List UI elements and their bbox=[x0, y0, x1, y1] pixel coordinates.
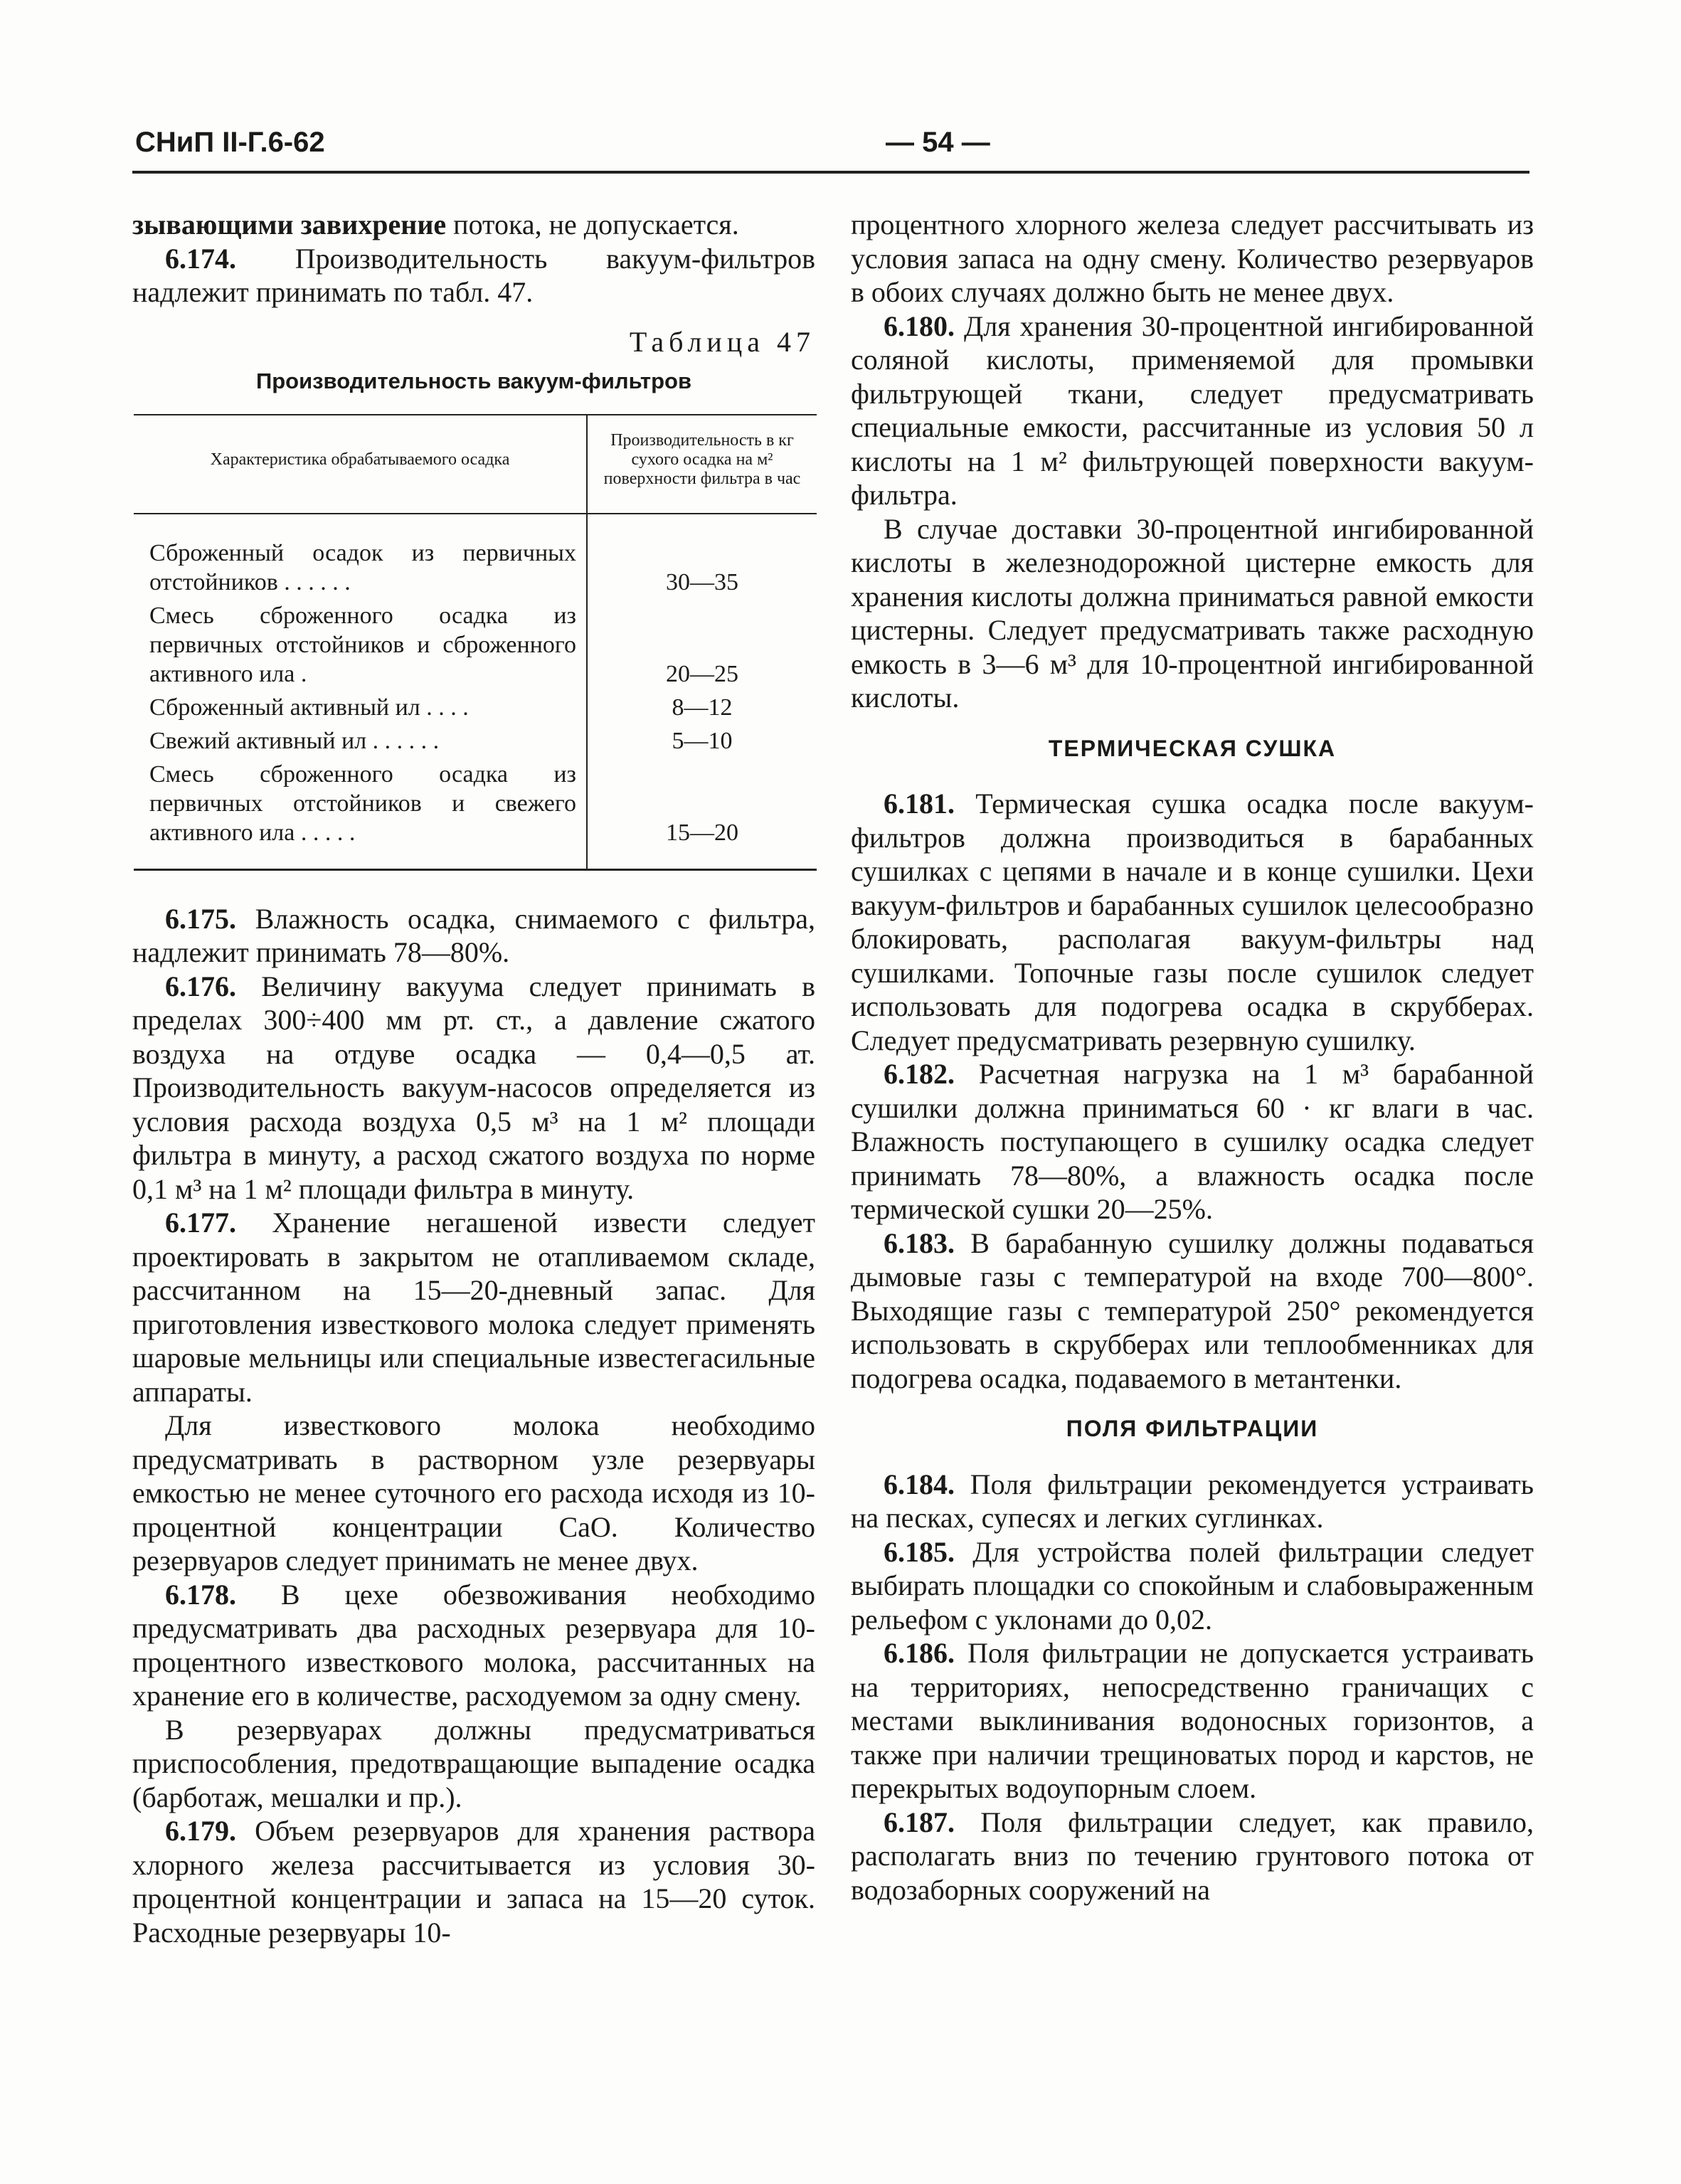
section-heading-thermal-drying: ТЕРМИЧЕСКАЯ СУШКА bbox=[1048, 735, 1337, 761]
paragraph-6-175: 6.175. Влажность осадка, снимаемого с фильтра, надлежит принимать 78—80%. bbox=[132, 902, 816, 968]
paragraph-6-177: 6.177. Хранение негашеной извести следует проектировать в закрытом не отапливаемом складе, рассчитанном на 15—20-дневный запас. Для приготовления известкового молока следует применять шаровые мельницы или специальные известегасильные аппараты. bbox=[132, 1207, 815, 1408]
column-header-performance: Производительность в кг сухого осадка на м² поверхности фильтра в час bbox=[603, 430, 801, 488]
table-row: Сброженный активный ил . . . . 8—12 bbox=[134, 691, 817, 724]
paragraph-continued: зывающими завихрение потока, не допускается. bbox=[132, 208, 739, 240]
paragraph-6-176: 6.176. Величину вакуума следует принимать в пределах 300÷400 мм рт. ст., а давление сжатого воздуха на отдуве осадка — 0,4—0,5 ат. Производительность вакуум-насосов определяется из условия расхода воздуха 0,5 м³ на 1 м² площади фильтра в минуту, а расход сжатого воздуха по норме 0,1 м³ на 1 м² площади фильтра в минуту. bbox=[132, 970, 816, 1205]
table-row: Смесь сброженного осадка из первичных отстойников и свежего активного ила . . . . . 15—20 bbox=[134, 758, 817, 870]
table-label: Таблица 47 bbox=[629, 325, 815, 358]
section-heading-filtration-fields: ПОЛЯ ФИЛЬТРАЦИИ bbox=[1066, 1416, 1319, 1441]
page-number: — 54 — bbox=[886, 127, 990, 158]
paragraph-6-179: 6.179. Объем резервуаров для хранения раствора хлорного железа рассчитывается из условия 30-процентной концентрации и запаса на 15—20 суток. Расходные резервуары 10- bbox=[132, 1815, 815, 1949]
paragraph-6-178: 6.178. В цехе обезвоживания необходимо предусматривать два расходных резервуара для 10-процентного известкового молока, рассчитанных на хранение его в количестве, расходуемом за одну смену. bbox=[132, 1578, 815, 1712]
paragraph-6-187: 6.187. Поля фильтрации следует, как правило, располагать вниз по течению грунтового потока от водозаборных сооружений на bbox=[851, 1806, 1534, 1906]
paragraph-6-182: 6.182. Расчетная нагрузка на 1 м³ барабанной сушилки должна приниматься 60 · кг влаги в час. Влажность поступающего в сушилку осадка следует принимать 78—80%, а влажность осадка после термической сушки 20—25%. bbox=[851, 1058, 1534, 1225]
paragraph-6-183: 6.183. В барабанную сушилку должны подаваться дымовые газы с температурой на входе 700—800°. Выходящие газы с температурой 250° рекомендуется использовать в скрубберах или теплообменниках для подогрева осадка, подаваемого в метантенки. bbox=[851, 1226, 1534, 1394]
table-row: Смесь сброженного осадка из первичных отстойников и сброженного активного ила . 20—25 bbox=[134, 599, 817, 691]
paragraph-6-186: 6.186. Поля фильтрации не допускается устраивать на территориях, непосредственно граничащих с местами выклинивания водоносных горизонтов, а также при наличии трещиноватых пород и карстов, не перекрытых водоупорным слоем. bbox=[851, 1637, 1534, 1804]
paragraph-6-178-cont: В резервуарах должны предусматриваться приспособления, предотвращающие выпадение осадка (барботаж, мешалки и пр.). bbox=[132, 1713, 815, 1813]
paragraph-6-181: 6.181. Термическая сушка осадка после вакуум-фильтров должна производиться в барабанных сушилках с цепями в начале и в конце сушилки. Цехи вакуум-фильтров и барабанных сушилок целесообразно блокировать, располагая вакуум-фильтры над сушилками. Топочные газы после сушилок следует использовать для подогрева осадка в скрубберах. Следует предусматривать резервную сушилку. bbox=[851, 788, 1534, 1056]
paragraph-6-185: 6.185. Для устройства полей фильтрации следует выбирать площадки со спокойным и слабовыраженным рельефом с уклонами до 0,02. bbox=[851, 1535, 1534, 1636]
paragraph-6-180-cont: В случае доставки 30-процентной ингибированной кислоты в железнодорожной цистерне емкость для хранения кислоты должна приниматься равной емкости цистерны. Следует предусматривать также расходную емкость в 3—6 м³ для 10-процентной ингибированной кислоты. bbox=[851, 512, 1534, 714]
table-header-row bbox=[134, 415, 817, 514]
table-row: Свежий активный ил . . . . . . 5—10 bbox=[134, 724, 817, 758]
page-header bbox=[135, 127, 1529, 169]
paragraph-6-174: 6.174. Производительность вакуум-фильтров надлежит принимать по табл. 47. bbox=[132, 242, 816, 308]
paragraph-6-179-cont: процентного хлорного железа следует рассчитывать из условия запаса на одну смену. Количество резервуаров в обоих случаях должно быть не менее двух. bbox=[851, 208, 1534, 308]
table-row: Сброженный осадок из первичных отстойников . . . . . . 30—35 bbox=[134, 514, 817, 599]
column-header-sludge: Характеристика обрабатываемого осадка bbox=[134, 415, 587, 514]
header-rule bbox=[132, 171, 1529, 174]
table-title: Производительность вакуум-фильтров bbox=[255, 369, 692, 393]
paragraph-6-184: 6.184. Поля фильтрации рекомендуется устраивать на песках, супесях и легких суглинках. bbox=[851, 1468, 1534, 1534]
right-column bbox=[851, 208, 1534, 1907]
paragraph-6-177-cont: Для известкового молока необходимо предусматривать в растворном узле резервуары емкостью не менее суточного его расхода исходя из 10-процентной концентрации CaO. Количество резервуаров следует принимать не менее двух. bbox=[132, 1409, 815, 1576]
left-column bbox=[132, 208, 815, 1949]
vacuum-filter-performance-table bbox=[134, 414, 817, 871]
paragraph-6-180: 6.180. Для хранения 30-процентной ингибированной соляной кислоты, применяемой для промывки фильтрующей ткани, следует предусматривать специальные емкости, рассчитанные из условия 50 л кислоты на 1 м² фильтрующей поверхности вакуум-фильтра. bbox=[851, 309, 1534, 511]
document-code: СНиП II-Г.6-62 bbox=[135, 127, 325, 158]
